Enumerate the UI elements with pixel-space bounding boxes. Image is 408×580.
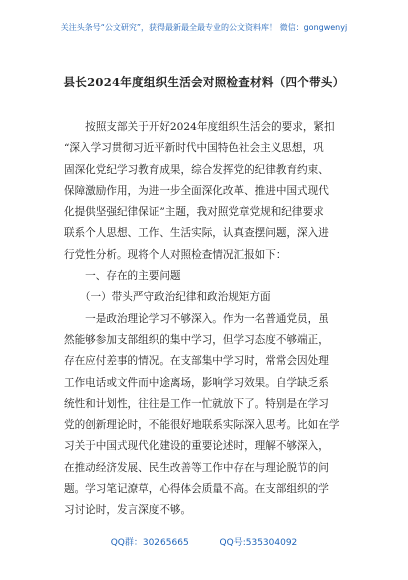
body-line: 在推动经济发展、民生改善等工作中存在与理论脱节的问 bbox=[64, 461, 329, 474]
body-line: 党的创新理论时，不能很好地联系实际深入思考。比如在学 bbox=[64, 419, 340, 432]
body-line: 存在应付差事的情况。在支部集中学习时，常常会因处理 bbox=[64, 355, 329, 368]
document-title: 县长2024年度组织生活会对照检查材料（四个带头） bbox=[63, 75, 345, 89]
body-line: 工作电话或文件而中途离场，影响学习效果。自学缺乏系 bbox=[64, 376, 329, 389]
body-line: 行党性分析。现将个人对照检查情况汇报如下： bbox=[64, 248, 287, 261]
body-line: 然能够参加支部组织的集中学习，但学习态度不够端正， bbox=[64, 333, 329, 346]
subsection-heading: （一）带头严守政治纪律和政治规矩方面 bbox=[64, 291, 271, 304]
footer-contact bbox=[0, 535, 408, 548]
body-line: 习讨论时，发言深度不够。 bbox=[64, 504, 192, 517]
body-line: 固深化党纪学习教育成果，综合发挥党的纪律教育约束、 bbox=[64, 163, 329, 176]
body-line: 统性和计划性，往往是工作一忙就放下了。特别是在学习 bbox=[64, 397, 329, 410]
body-line: “深入学习贯彻习近平新时代中国特色社会主义思想，巩 bbox=[64, 142, 324, 155]
footer-qq-number: QQ号:535304092 bbox=[219, 538, 298, 548]
body-line: 保障激励作用，为进一步全面深化改革、推进中国式现代 bbox=[64, 184, 329, 197]
body-line: 化提供坚强纪律保证”主题，我对照党章党规和纪律要求 bbox=[64, 206, 324, 219]
body-line: 联系个人思想、工作、生活实际，认真查摆问题，深入进 bbox=[64, 227, 329, 240]
body-line: 按照支部关于开好2024年度组织生活会的要求，紧扣 bbox=[64, 121, 335, 133]
body-line: 一是政治理论学习不够深入。作为一名普通党员，虽 bbox=[64, 312, 329, 325]
section-heading: 一、存在的主要问题 bbox=[64, 270, 181, 283]
document-body bbox=[64, 117, 348, 522]
header-promo-note: 关注头条号“公文研究”，获得最新最全最专业的公文资料库！ 微信：gongwenyj bbox=[60, 23, 348, 32]
footer-qq-group: QQ群：30265665 bbox=[110, 538, 189, 548]
body-line: 题。学习笔记潦草，心得体会质量不高。在支部组织的学 bbox=[64, 483, 329, 496]
body-line: 习关于中国式现代化建设的重要论述时，理解不够深入， bbox=[64, 440, 329, 453]
